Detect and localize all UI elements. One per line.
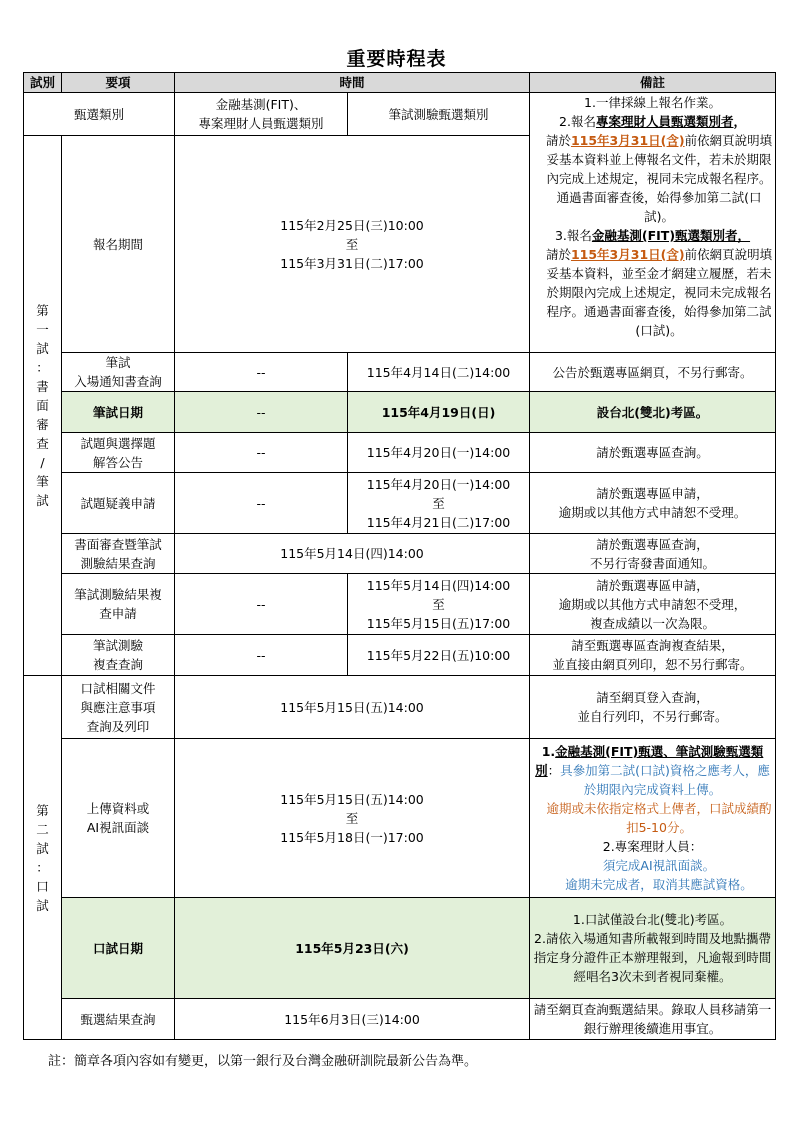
table-row xyxy=(24,739,776,898)
answers-item: 試題與選擇題 解答公告 xyxy=(62,433,175,473)
table-row xyxy=(24,898,776,999)
doubt-fit: -- xyxy=(175,473,348,534)
stage-label-char: 第 xyxy=(36,303,49,318)
table-row xyxy=(24,999,776,1040)
results-item: 書面審查暨筆試 測驗結果查詢 xyxy=(62,534,175,574)
admission-item: 筆試 入場通知書查詢 xyxy=(62,353,175,392)
review-query-fit: -- xyxy=(175,635,348,676)
upload-note: 1.金融基測(FIT)甄選、筆試測驗甄選類別：具參加第二試(口試)資格之應考人，應於期限內完成資料上傳。 逾期或未依指定格式上傳者，口試成績酌扣5-10分。 2.專案理財人員： 須完成AI視訊面談。 逾期未完成者，取消其應試資格。 xyxy=(530,739,776,898)
stage-label-char: 面 xyxy=(36,398,49,413)
oral-day-note: 1.口試僅設台北(雙北)考區。 2.請依入場通知書所載報到時間及地點攜帶指定身分證件正本辦理報到，凡逾報到時間經唱名3次未到者視同棄權。 xyxy=(530,898,776,999)
stage1-label xyxy=(24,136,62,676)
table-row xyxy=(24,433,776,473)
answers-note: 請於甄選專區查詢。 xyxy=(530,433,776,473)
registration-item: 報名期間 xyxy=(62,136,175,353)
header-time: 時間 xyxy=(175,73,530,93)
final-note: 請至網頁查詢甄選結果。錄取人員移請第一銀行辦理後續進用事宜。 xyxy=(530,999,776,1040)
final-item: 甄選結果查詢 xyxy=(62,999,175,1040)
stage-label-char: / xyxy=(40,455,45,470)
admission-note: 公告於甄選專區網頁，不另行郵寄。 xyxy=(530,353,776,392)
stage-label-char: 查 xyxy=(36,436,49,451)
oral-docs-time: 115年5月15日(五)14:00 xyxy=(175,676,530,739)
upload-time: 115年5月15日(五)14:00 至 115年5月18日(一)17:00 xyxy=(175,739,530,898)
results-note: 請於甄選專區查詢， 不另行寄發書面通知。 xyxy=(530,534,776,574)
stage-label-char: 第 xyxy=(36,802,49,818)
table-row xyxy=(24,676,776,739)
written-column-header: 筆試測驗甄選類別 xyxy=(348,93,530,136)
review-apply-item: 筆試測驗結果複 查申請 xyxy=(62,574,175,635)
oral-day-time: 115年5月23日(六) xyxy=(175,898,530,999)
general-remarks: 1.一律採線上報名作業。 2.報名專案理財人員甄選類別者， 請於115年3月31日(含)前依網頁說明填妥基本資料並上傳報名文件，若未於期限內完成上述規定，視同未完成報名程序。通過書面審查後，始得參加第二試(口試)。 3.報名金融基測(FIT)甄選類別者， 請於115年3月31日(含)前依網頁說明填妥基本資料，並至金才網建立履歷，若未於期限內完成上述規定，視同未完成報名程序。通過書面審查後，始得參加第二試(口試)。 xyxy=(530,93,776,353)
exam-day-written: 115年4月19日(日) xyxy=(348,392,530,433)
review-query-item: 筆試測驗 複查查詢 xyxy=(62,635,175,676)
stage-label-char: 一 xyxy=(36,322,49,337)
stage-label-char: 筆 xyxy=(36,474,49,489)
stage-label-char: 試 xyxy=(36,897,49,913)
upload-item: 上傳資料或 AI視訊面談 xyxy=(62,739,175,898)
table-row xyxy=(24,635,776,676)
exam-day-fit: -- xyxy=(175,392,348,433)
stage-label-char: ： xyxy=(36,859,49,875)
review-query-note: 請至甄選專區查詢複查結果， 並直接由網頁列印，恕不另行郵寄。 xyxy=(530,635,776,676)
review-query-written: 115年5月22日(五)10:00 xyxy=(348,635,530,676)
stage-label-char: 試 xyxy=(36,341,49,356)
fit-column-header: 金融基測(FIT)、 專案理財人員甄選類別 xyxy=(175,93,348,136)
header-remarks: 備註 xyxy=(530,73,776,93)
stage-label-char: ： xyxy=(36,360,49,375)
oral-docs-item: 口試相關文件 與應注意事項 查詢及列印 xyxy=(62,676,175,739)
oral-docs-note: 請至網頁登入查詢， 並自行列印，不另行郵寄。 xyxy=(530,676,776,739)
review-apply-note: 請於甄選專區申請， 逾期或以其他方式申請恕不受理， 複查成績以一次為限。 xyxy=(530,574,776,635)
header-stage: 試別 xyxy=(24,73,62,93)
stage-label-char: 試 xyxy=(36,840,49,856)
answers-written: 115年4月20日(一)14:00 xyxy=(348,433,530,473)
table-row xyxy=(24,392,776,433)
registration-time: 115年2月25日(三)10:00 至 115年3月31日(二)17:00 xyxy=(175,136,530,353)
admission-fit: -- xyxy=(175,353,348,392)
doubt-written: 115年4月20日(一)14:00 至 115年4月21日(二)17:00 xyxy=(348,473,530,534)
page-title: 重要時程表 xyxy=(346,48,447,70)
doubt-note: 請於甄選專區申請， 逾期或以其他方式申請恕不受理。 xyxy=(530,473,776,534)
answers-fit: -- xyxy=(175,433,348,473)
header-item: 要項 xyxy=(62,73,175,93)
review-apply-written: 115年5月14日(四)14:00 至 115年5月15日(五)17:00 xyxy=(348,574,530,635)
table-row xyxy=(24,353,776,392)
oral-day-item: 口試日期 xyxy=(62,898,175,999)
table-row xyxy=(24,473,776,534)
final-time: 115年6月3日(三)14:00 xyxy=(175,999,530,1040)
table-header-row xyxy=(24,73,776,93)
category-label: 甄選類別 xyxy=(24,93,175,136)
doubt-item: 試題疑義申請 xyxy=(62,473,175,534)
admission-written: 115年4月14日(二)14:00 xyxy=(348,353,530,392)
table-row xyxy=(24,534,776,574)
stage-label-char: 試 xyxy=(36,493,49,508)
stage-label-char: 二 xyxy=(36,821,49,837)
results-time: 115年5月14日(四)14:00 xyxy=(175,534,530,574)
exam-day-note: 設台北(雙北)考區。 xyxy=(530,392,776,433)
stage-label-char: 口 xyxy=(36,878,49,894)
schedule-table xyxy=(23,72,776,1040)
exam-day-item: 筆試日期 xyxy=(62,392,175,433)
stage-label-char: 審 xyxy=(36,417,49,432)
footnote: 註：簡章各項內容如有變更，以第一銀行及台灣金融研訓院最新公告為準。 xyxy=(48,1054,478,1069)
table-row xyxy=(24,93,776,136)
stage-label-char: 書 xyxy=(36,379,49,394)
table-row xyxy=(24,574,776,635)
stage2-label xyxy=(24,676,62,1040)
review-apply-fit: -- xyxy=(175,574,348,635)
